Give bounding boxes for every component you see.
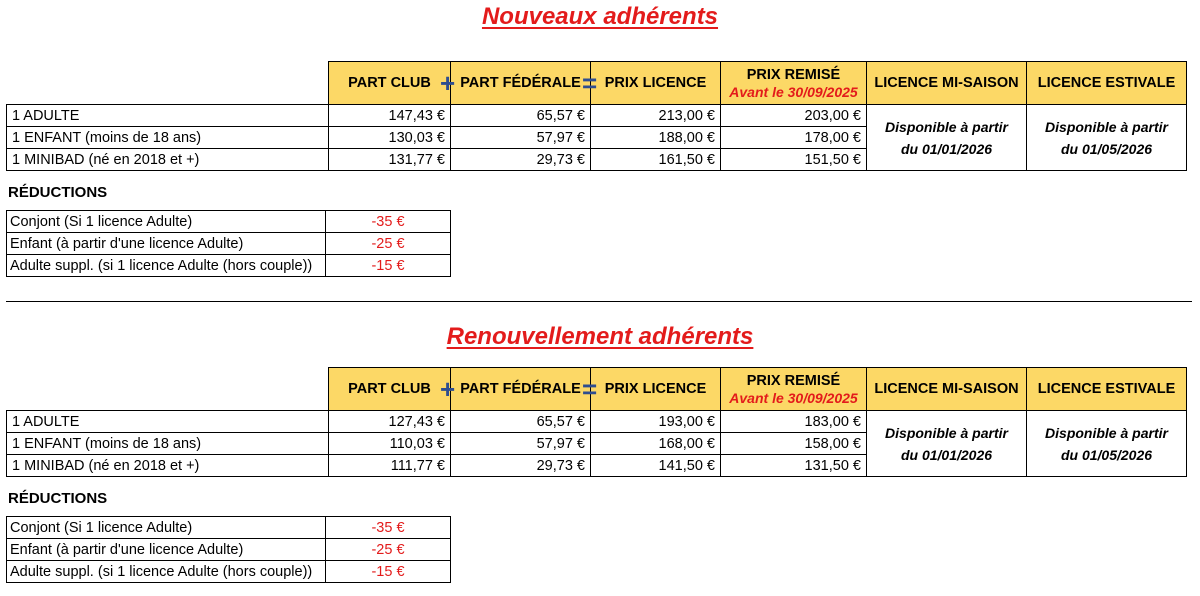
estivale-line2: du 01/05/2026 <box>1060 140 1153 157</box>
header-prix-remise <box>721 62 867 105</box>
cell-prix-licence: 141,50 € <box>591 455 721 477</box>
header-prix-licence: PRIX LICENCE <box>591 368 721 411</box>
reductions-table <box>6 516 451 583</box>
cell-part-federale: 57,97 € <box>451 127 591 149</box>
header-prix-remise-note: Avant le 30/09/2025 <box>729 390 858 406</box>
header-part-club: PART CLUB <box>329 62 451 105</box>
cell-prix-licence: 213,00 € <box>591 105 721 127</box>
plus-icon: + <box>440 374 456 404</box>
header-prix-remise-note: Avant le 30/09/2025 <box>729 84 858 100</box>
cell-part-federale: 57,97 € <box>451 433 591 455</box>
plus-icon: + <box>440 68 456 98</box>
header-prix-remise <box>721 368 867 411</box>
section-title: Nouveaux adhérents <box>481 3 719 30</box>
header-licence-mi-saison: LICENCE MI-SAISON <box>867 62 1027 105</box>
header-part-federale: PART FÉDÉRALE <box>451 62 591 105</box>
estivale-line1: Disponible à partir <box>1045 118 1168 135</box>
cell-mi-saison-availability <box>867 411 1027 477</box>
cell-prix-remise: 183,00 € <box>721 411 867 433</box>
reduction-row <box>7 233 451 255</box>
mi-saison-line1: Disponible à partir <box>885 424 1008 441</box>
reduction-label: Adulte suppl. (si 1 licence Adulte (hors couple)) <box>7 255 326 277</box>
cell-part-federale: 29,73 € <box>451 149 591 171</box>
reduction-value: -15 € <box>326 561 451 583</box>
estivale-line2: du 01/05/2026 <box>1060 446 1153 463</box>
cell-prix-remise: 131,50 € <box>721 455 867 477</box>
reduction-row <box>7 539 451 561</box>
header-prix-remise-label: PRIX REMISÉ <box>746 67 841 83</box>
cell-prix-licence: 188,00 € <box>591 127 721 149</box>
row-label: 1 MINIBAD (né en 2018 et +) <box>7 149 329 171</box>
reduction-value: -35 € <box>326 211 451 233</box>
reductions-title: RÉDUCTIONS <box>8 490 108 507</box>
row-label: 1 ENFANT (moins de 18 ans) <box>7 127 329 149</box>
reduction-value: -35 € <box>326 517 451 539</box>
cell-part-club: 130,03 € <box>329 127 451 149</box>
cell-prix-remise: 178,00 € <box>721 127 867 149</box>
row-label: 1 MINIBAD (né en 2018 et +) <box>7 455 329 477</box>
cell-part-federale: 65,57 € <box>451 105 591 127</box>
cell-prix-remise: 151,50 € <box>721 149 867 171</box>
reduction-label: Adulte suppl. (si 1 licence Adulte (hors couple)) <box>7 561 326 583</box>
cell-estivale-availability <box>1027 411 1187 477</box>
cell-part-club: 131,77 € <box>329 149 451 171</box>
cell-estivale-availability <box>1027 105 1187 171</box>
header-part-club: PART CLUB <box>329 368 451 411</box>
header-licence-mi-saison: LICENCE MI-SAISON <box>867 368 1027 411</box>
reduction-row <box>7 211 451 233</box>
section-title: Renouvellement adhérents <box>446 323 754 350</box>
header-licence-estivale: LICENCE ESTIVALE <box>1027 62 1187 105</box>
reduction-label: Enfant (à partir d'une licence Adulte) <box>7 539 326 561</box>
mi-saison-line2: du 01/01/2026 <box>900 446 993 463</box>
reductions-table <box>6 210 451 277</box>
cell-prix-licence: 161,50 € <box>591 149 721 171</box>
cell-mi-saison-availability <box>867 105 1027 171</box>
reduction-row <box>7 561 451 583</box>
table-row <box>7 411 1187 433</box>
reduction-value: -25 € <box>326 233 451 255</box>
reductions-title: RÉDUCTIONS <box>8 184 108 201</box>
header-part-federale: PART FÉDÉRALE <box>451 368 591 411</box>
row-label: 1 ENFANT (moins de 18 ans) <box>7 433 329 455</box>
reduction-value: -25 € <box>326 539 451 561</box>
mi-saison-line1: Disponible à partir <box>885 118 1008 135</box>
reduction-label: Conjont (Si 1 licence Adulte) <box>7 211 326 233</box>
section-divider <box>6 301 1192 302</box>
cell-part-club: 127,43 € <box>329 411 451 433</box>
reduction-row <box>7 255 451 277</box>
reduction-label: Enfant (à partir d'une licence Adulte) <box>7 233 326 255</box>
section-nouveaux-adherents <box>0 0 1200 290</box>
cell-prix-licence: 168,00 € <box>591 433 721 455</box>
cell-part-federale: 29,73 € <box>451 455 591 477</box>
row-label: 1 ADULTE <box>7 411 329 433</box>
cell-part-club: 110,03 € <box>329 433 451 455</box>
reduction-label: Conjont (Si 1 licence Adulte) <box>7 517 326 539</box>
table-row <box>7 105 1187 127</box>
cell-part-federale: 65,57 € <box>451 411 591 433</box>
header-prix-licence: PRIX LICENCE <box>591 62 721 105</box>
equals-icon: = <box>582 374 598 404</box>
cell-part-club: 147,43 € <box>329 105 451 127</box>
cell-part-club: 111,77 € <box>329 455 451 477</box>
reduction-row <box>7 517 451 539</box>
row-label: 1 ADULTE <box>7 105 329 127</box>
equals-icon: = <box>582 68 598 98</box>
reduction-value: -15 € <box>326 255 451 277</box>
header-prix-remise-label: PRIX REMISÉ <box>746 373 841 389</box>
cell-prix-remise: 203,00 € <box>721 105 867 127</box>
cell-prix-remise: 158,00 € <box>721 433 867 455</box>
estivale-line1: Disponible à partir <box>1045 424 1168 441</box>
header-licence-estivale: LICENCE ESTIVALE <box>1027 368 1187 411</box>
cell-prix-licence: 193,00 € <box>591 411 721 433</box>
section-renouvellement-adherents <box>0 306 1200 596</box>
mi-saison-line2: du 01/01/2026 <box>900 140 993 157</box>
